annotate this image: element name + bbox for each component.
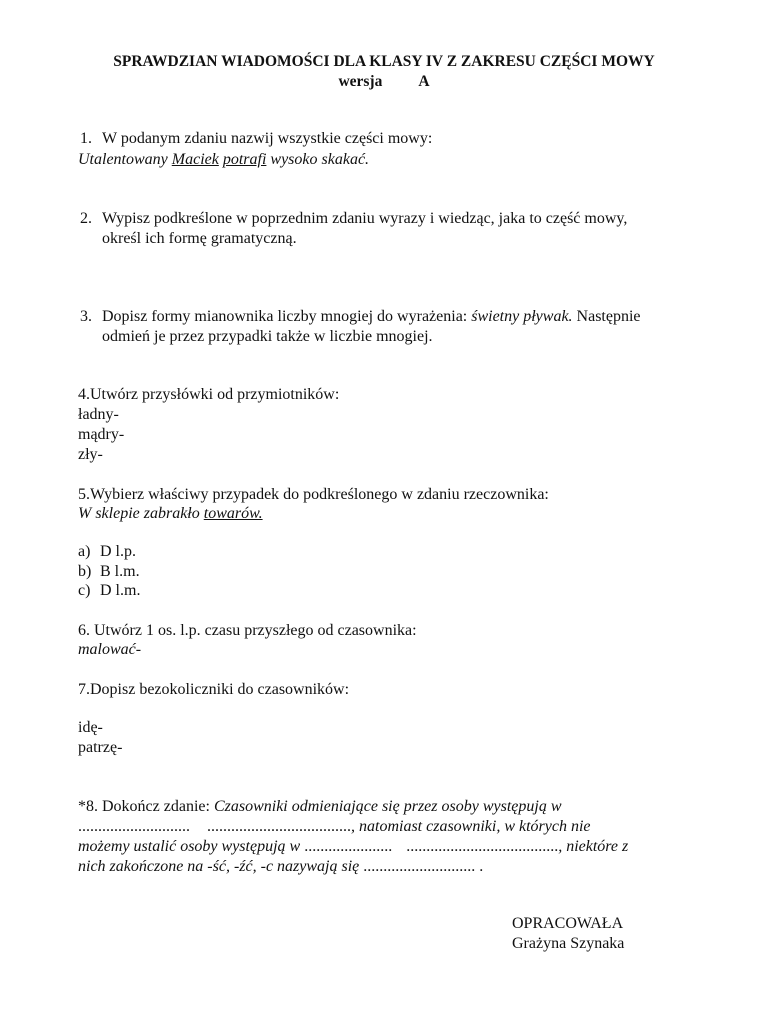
- worksheet-title: SPRAWDZIAN WIADOMOŚCI DLA KLASY IV Z ZAKRESU CZĘŚCI MOWY: [113, 53, 655, 70]
- question-5-sentence-start: W sklepie zabrakło: [78, 505, 204, 522]
- question-7-item: patrzę-: [78, 739, 123, 756]
- option-c: [78, 581, 140, 601]
- question-6-verb: malować-: [78, 641, 142, 658]
- option-c-text: D l.m.: [100, 582, 141, 599]
- answer-blank: ............................ .: [363, 858, 484, 875]
- question-8-text-2: , natomiast czasowniki, w których nie: [351, 818, 591, 835]
- question-4-item: mądry-: [78, 426, 125, 443]
- question-8-text-3a: możemy ustalić osoby występują w: [78, 838, 305, 855]
- question-4-item: ładny-: [78, 406, 119, 423]
- option-a-text: D l.p.: [100, 543, 136, 560]
- question-1-prompt: [80, 129, 432, 149]
- version-label: wersja: [338, 73, 383, 90]
- question-8-line-1: [78, 797, 561, 817]
- question-8-line-2: [78, 817, 591, 837]
- question-8-text-1: Czasowniki odmieniające się przez osoby występują w: [213, 798, 562, 815]
- question-8-text-4: nich zakończone na -ść, -źć, -c nazywają się: [78, 858, 364, 875]
- author-label: OPRACOWAŁA: [512, 915, 624, 932]
- sentence-word-1: Utalentowany: [78, 151, 168, 168]
- option-c-label: c): [78, 582, 91, 599]
- option-b: [78, 562, 140, 582]
- question-3-line-2: odmień je przez przypadki także w liczbie mnogiej.: [102, 328, 433, 345]
- sentence-word-underlined-2: potrafi: [222, 151, 267, 168]
- question-2-number: 2.: [80, 210, 92, 227]
- question-8-line-4: [78, 857, 483, 877]
- question-7-item: idę-: [78, 719, 103, 736]
- option-b-label: b): [78, 563, 92, 580]
- question-3-line-1: [80, 307, 641, 327]
- sentence-word-underlined-1: Maciek: [171, 151, 219, 168]
- question-8-line-3: [78, 837, 628, 857]
- option-a-label: a): [78, 543, 91, 560]
- question-1-number: 1.: [80, 130, 92, 147]
- question-8-text-3b: , niektóre z: [558, 838, 629, 855]
- question-3-phrase: świetny pływak.: [471, 308, 573, 325]
- question-2-text-1: Wypisz podkreślone w poprzednim zdaniu wyrazy i wiedząc, jaka to część mowy,: [102, 210, 628, 227]
- question-8-prompt: *8. Dokończ zdanie:: [78, 798, 214, 815]
- answer-blank: ............................: [78, 818, 190, 835]
- answer-blank: ......................: [304, 838, 393, 855]
- question-4-prompt: 4.Utwórz przysłówki od przymiotników:: [78, 386, 340, 403]
- version-line: [0, 72, 768, 92]
- question-1-sentence: [78, 150, 369, 170]
- question-1-text: W podanym zdaniu nazwij wszystkie części mowy:: [102, 130, 433, 147]
- question-5-prompt: 5.Wybierz właściwy przypadek do podkreślonego w zdaniu rzeczownika:: [78, 486, 549, 503]
- question-6-prompt: 6. Utwórz 1 os. l.p. czasu przyszłego od czasownika:: [78, 622, 417, 639]
- answer-blank: ......................................: [406, 838, 559, 855]
- question-5-sentence: [78, 504, 263, 524]
- question-5-underlined-word: towarów.: [203, 505, 263, 522]
- version-value: A: [418, 73, 430, 90]
- question-3-text-end: Następnie: [572, 308, 641, 325]
- question-2-line-1: [80, 209, 627, 229]
- author-name: Grażyna Szynaka: [512, 935, 625, 952]
- question-4-item: zły-: [78, 446, 103, 463]
- answer-blank: ....................................: [207, 818, 351, 835]
- question-3-number: 3.: [80, 308, 92, 325]
- question-3-text-start: Dopisz formy mianownika liczby mnogiej do wyrażenia:: [102, 308, 472, 325]
- option-b-text: B l.m.: [100, 563, 140, 580]
- option-a: [78, 542, 136, 562]
- question-2-line-2: określ ich formę gramatyczną.: [102, 230, 297, 247]
- sentence-word-rest: wysoko skakać.: [270, 151, 370, 168]
- question-7-prompt: 7.Dopisz bezokoliczniki do czasowników:: [78, 681, 350, 698]
